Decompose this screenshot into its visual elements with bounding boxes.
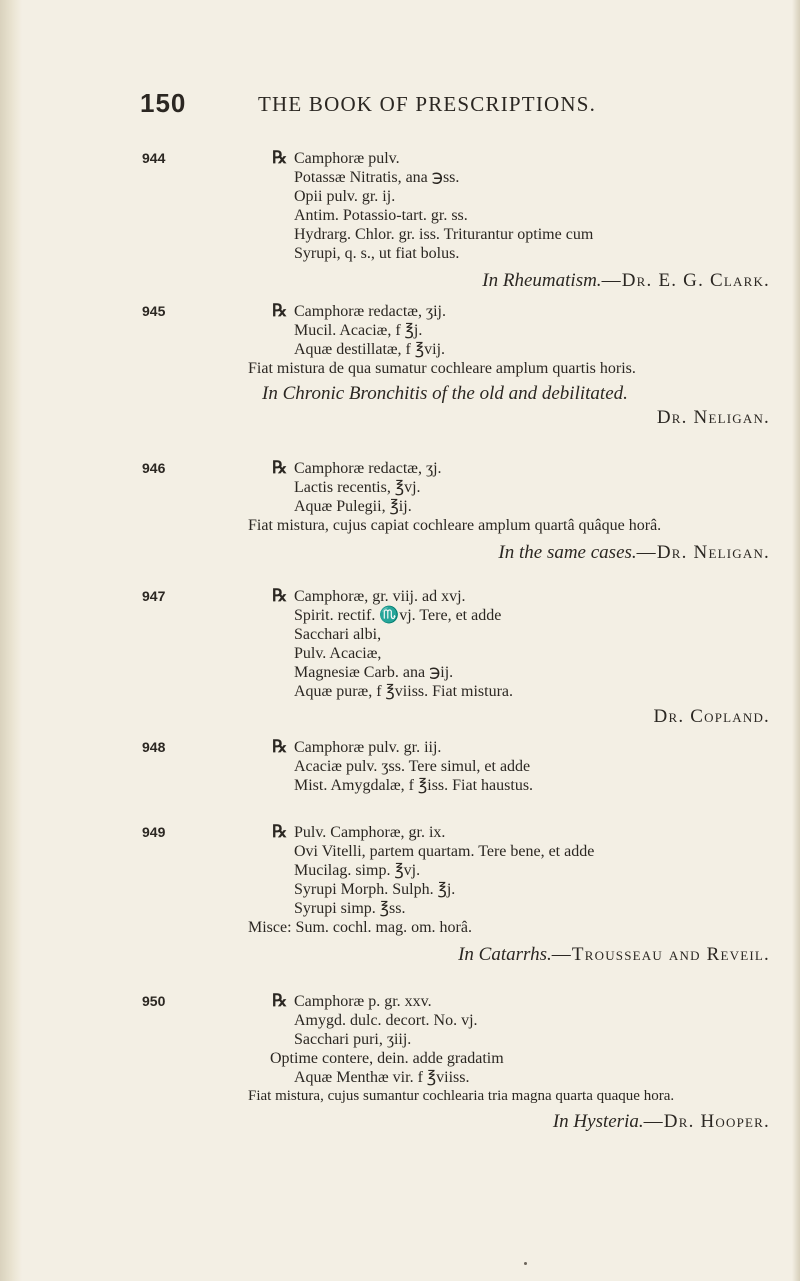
ingredient-line: Magnesiæ Carb. ana ℈ij. xyxy=(294,664,454,681)
recipe-symbol-icon: ℞ xyxy=(272,148,288,167)
attribution xyxy=(458,944,770,966)
ingredient-line: Hydrarg. Chlor. gr. iss. Triturantur optime cum xyxy=(294,226,594,243)
page-number: 150 xyxy=(140,88,187,118)
ingredient-line: Aquæ destillatæ, f ℥vij. xyxy=(294,341,446,358)
recipe-symbol-icon: ℞ xyxy=(272,991,288,1010)
author-label: —Dr. Hooper. xyxy=(643,1111,770,1132)
ingredient-line: Camphoræ pulv. gr. iij. xyxy=(294,739,442,756)
ingredient-line: Pulv. Acaciæ, xyxy=(294,645,382,662)
ingredient-line: Sacchari albi, xyxy=(294,626,382,643)
ingredient-line: Acaciæ pulv. ʒss. Tere simul, et adde xyxy=(294,758,531,775)
prescription-number: 948 xyxy=(142,739,166,755)
recipe-symbol-icon: ℞ xyxy=(272,822,288,841)
attribution xyxy=(482,270,770,292)
ingredient-line: Syrupi simp. ℥ss. xyxy=(294,900,406,917)
recipe-symbol-icon: ℞ xyxy=(272,586,288,605)
ingredient-line: Syrupi Morph. Sulph. ℥j. xyxy=(294,881,456,898)
ingredient-line: Camphoræ, gr. viij. ad xvj. xyxy=(294,588,466,605)
ingredient-line: Camphoræ p. gr. xxv. xyxy=(294,993,432,1010)
ingredient-line: Spirit. rectif. ♏vj. Tere, et adde xyxy=(294,607,502,624)
condition-label: In Catarrhs. xyxy=(458,944,552,965)
author-label: Dr. Neligan. xyxy=(656,407,770,428)
ingredient-line: Potassæ Nitratis, ana ℈ss. xyxy=(294,169,460,186)
prescription-number: 949 xyxy=(142,824,166,840)
author-label: —Trousseau and Reveil. xyxy=(551,944,770,965)
prescription-number: 947 xyxy=(142,588,166,604)
prescription-number: 950 xyxy=(142,993,166,1009)
author-label: —Dr. E. G. Clark. xyxy=(601,270,770,291)
ingredient-line: Camphoræ pulv. xyxy=(294,150,400,167)
print-speck xyxy=(524,1262,527,1265)
ingredient-line: Opii pulv. gr. ij. xyxy=(294,188,396,205)
ingredient-line: Sacchari puri, ʒiij. xyxy=(294,1031,412,1048)
ingredient-line: Mucilag. simp. ℥vj. xyxy=(294,862,421,879)
prescription-number: 944 xyxy=(142,150,166,166)
instruction-line: Misce: Sum. cochl. mag. om. horâ. xyxy=(248,919,472,936)
instruction-line: Fiat mistura, cujus capiat cochleare amplum quartâ quâque horâ. xyxy=(248,517,662,534)
condition-label: In Chronic Bronchitis of the old and debilitated. xyxy=(262,383,628,404)
ingredient-line: Syrupi, q. s., ut fiat bolus. xyxy=(294,245,460,262)
condition-label: In Rheumatism. xyxy=(482,270,602,291)
condition-label: In the same cases. xyxy=(498,542,637,563)
instruction-line: Fiat mistura, cujus sumantur cochlearia tria magna quarta quaque hora. xyxy=(248,1088,675,1104)
author-label: —Dr. Neligan. xyxy=(636,542,770,563)
page-binding-edge xyxy=(0,0,22,1281)
instruction-line: Fiat mistura de qua sumatur cochleare amplum quartis horis. xyxy=(248,360,636,377)
ingredient-line: Lactis recentis, ℥vj. xyxy=(294,479,421,496)
recipe-symbol-icon: ℞ xyxy=(272,301,288,320)
ingredient-line: Camphoræ redactæ, ʒj. xyxy=(294,460,442,477)
ingredient-line: Aquæ Pulegii, ℥ij. xyxy=(294,498,412,515)
condition-heading xyxy=(262,383,628,405)
ingredient-line: Aquæ puræ, f ℥viiss. Fiat mistura. xyxy=(294,683,514,700)
ingredient-line: Antim. Potassio-tart. gr. ss. xyxy=(294,207,468,224)
recipe-symbol-icon: ℞ xyxy=(272,737,288,756)
attribution xyxy=(654,706,770,728)
page-right-edge xyxy=(792,0,800,1281)
ingredient-line: Ovi Vitelli, partem quartam. Tere bene, et adde xyxy=(294,843,595,860)
attribution xyxy=(657,407,770,429)
ingredient-line: Camphoræ redactæ, ʒij. xyxy=(294,303,446,320)
attribution xyxy=(553,1111,770,1133)
author-label: Dr. Copland. xyxy=(653,706,770,727)
prescription-number: 945 xyxy=(142,303,166,319)
page-header xyxy=(0,88,800,128)
ingredient-line: Aquæ Menthæ vir. f ℥viiss. xyxy=(294,1069,470,1086)
attribution xyxy=(498,542,770,564)
running-title: THE BOOK OF PRESCRIPTIONS. xyxy=(258,92,597,116)
instruction-line: Optime contere, dein. adde gradatim xyxy=(270,1050,504,1067)
ingredient-line: Mist. Amygdalæ, f ℥iss. Fiat haustus. xyxy=(294,777,534,794)
recipe-symbol-icon: ℞ xyxy=(272,458,288,477)
ingredient-line: Pulv. Camphoræ, gr. ix. xyxy=(294,824,446,841)
ingredient-line: Mucil. Acaciæ, f ℥j. xyxy=(294,322,423,339)
prescription-number: 946 xyxy=(142,460,166,476)
ingredient-line: Amygd. dulc. decort. No. vj. xyxy=(294,1012,478,1029)
condition-label: In Hysteria. xyxy=(552,1111,644,1132)
